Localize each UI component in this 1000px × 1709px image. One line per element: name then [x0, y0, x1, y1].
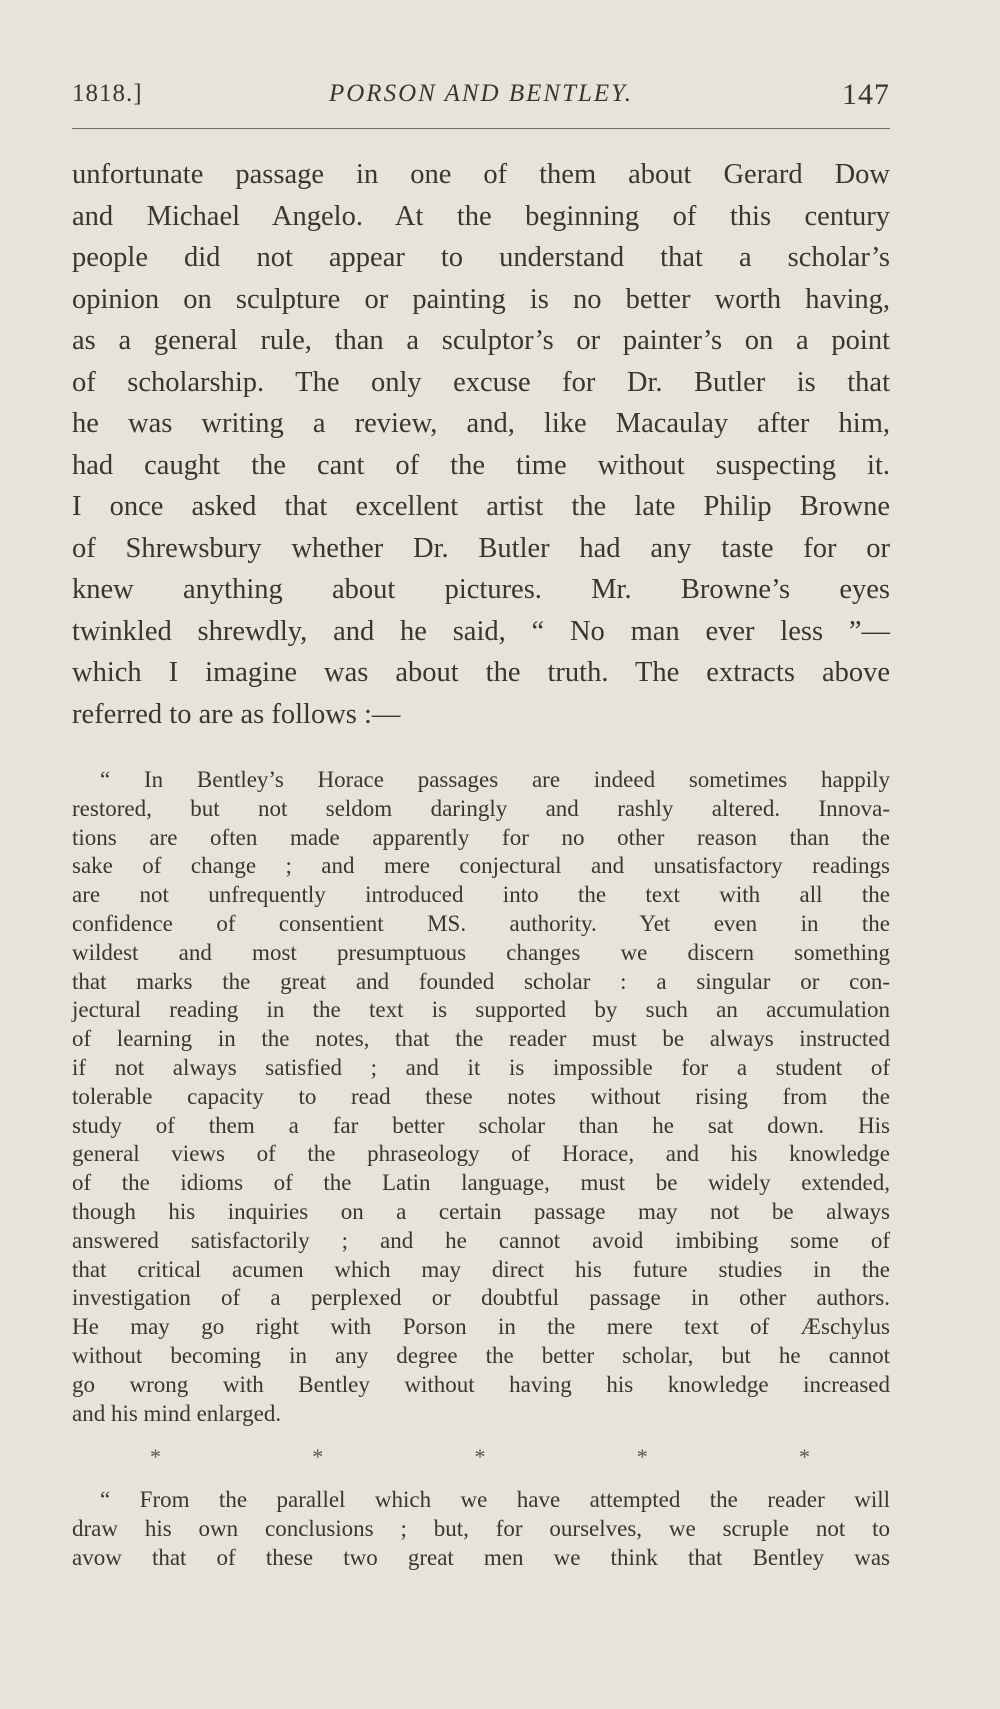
body-line: which I imagine was about the truth. The extracts above	[72, 657, 890, 688]
body-line: twinkled shrewdly, and he said, “ No man ever less ”—	[72, 615, 890, 647]
body-line: knew anything about pictures. Mr. Browne’s eyes	[72, 574, 890, 605]
quote-line: though his inquiries on a certain passage may not be always	[72, 1198, 890, 1224]
block-quote-horace	[72, 766, 890, 1428]
quote-line: that critical acumen which may direct his future studies in the	[72, 1256, 890, 1282]
quote-line: without becoming in any degree the better scholar, but he cannot	[72, 1342, 890, 1368]
quote-line: draw his own conclusions ; but, for ourselves, we scruple not to	[72, 1515, 890, 1541]
quote-line: that marks the great and founded scholar : a singular or con-	[72, 968, 890, 994]
quote-line: “ In Bentley’s Horace passages are indeed sometimes happily	[100, 767, 890, 792]
asterisk: *	[150, 1444, 161, 1469]
quote-line: general views of the phraseology of Horace, and his knowledge	[72, 1141, 890, 1167]
body-line: I once asked that excellent artist the late Philip Browne	[72, 491, 890, 522]
quote-line: of learning in the notes, that the reader must be always instructed	[72, 1026, 890, 1052]
quote-line: are not unfrequently introduced into the text with all the	[72, 882, 890, 908]
header-rule	[72, 128, 890, 129]
quote-line: jectural reading in the text is supported by such an accumulation	[72, 997, 890, 1023]
body-line: unfortunate passage in one of them about Gerard Dow	[72, 159, 890, 190]
block-quote-parallel	[72, 1486, 890, 1572]
quote-line: go wrong with Bentley without having his knowledge increased	[72, 1371, 890, 1397]
body-line: people did not appear to understand that a scholar’s	[72, 242, 890, 273]
body-line: referred to are as follows :—	[72, 698, 401, 730]
quote-line: He may go right with Porson in the mere text of Æschylus	[72, 1314, 890, 1340]
quote-line: restored, but not seldom daringly and rashly altered. Innova-	[72, 795, 890, 821]
body-line: and Michael Angelo. At the beginning of this century	[72, 200, 890, 232]
page-number: 147	[842, 78, 890, 111]
quote-line: confidence of consentient MS. authority. Yet even in the	[72, 910, 890, 936]
asterisk: *	[799, 1444, 810, 1469]
body-line: opinion on sculpture or painting is no better worth having,	[72, 283, 890, 315]
quote-line: investigation of a perplexed or doubtful passage in other authors.	[72, 1285, 890, 1311]
body-line: as a general rule, than a sculptor’s or painter’s on a point	[72, 325, 890, 356]
quote-line: tions are often made apparently for no other reason than the	[72, 824, 890, 850]
section-separator	[150, 1444, 810, 1470]
quote-line: if not always satisfied ; and it is impossible for a student of	[72, 1054, 890, 1080]
asterisk: *	[474, 1444, 486, 1469]
quote-line: study of them a far better scholar than he sat down. His	[72, 1112, 890, 1138]
body-line: he was writing a review, and, like Macaulay after him,	[72, 408, 890, 439]
body-line: of scholarship. The only excuse for Dr. Butler is that	[72, 366, 890, 398]
quote-line: and his mind enlarged.	[72, 1400, 282, 1426]
quote-line: avow that of these two great men we think that Bentley was	[72, 1544, 890, 1570]
asterisk: *	[636, 1444, 648, 1469]
quote-line: “ From the parallel which we have attempted the reader will	[100, 1487, 890, 1512]
header-year: 1818.]	[72, 80, 143, 107]
quote-line: of the idioms of the Latin language, must be widely extended,	[72, 1170, 890, 1196]
quote-line: tolerable capacity to read these notes without rising from the	[72, 1083, 890, 1109]
running-header	[72, 72, 890, 112]
body-paragraph	[72, 154, 890, 735]
body-line: had caught the cant of the time without suspecting it.	[72, 449, 890, 481]
quote-line: answered satisfactorily ; and he cannot avoid imbibing some of	[72, 1227, 890, 1253]
asterisk: *	[312, 1444, 324, 1469]
body-line: of Shrewsbury whether Dr. Butler had any taste for or	[72, 532, 890, 564]
running-title: PORSON AND BENTLEY.	[328, 80, 634, 107]
quote-line: sake of change ; and mere conjectural and unsatisfactory readings	[72, 853, 890, 879]
quote-line: wildest and most presumptuous changes we discern something	[72, 939, 890, 965]
